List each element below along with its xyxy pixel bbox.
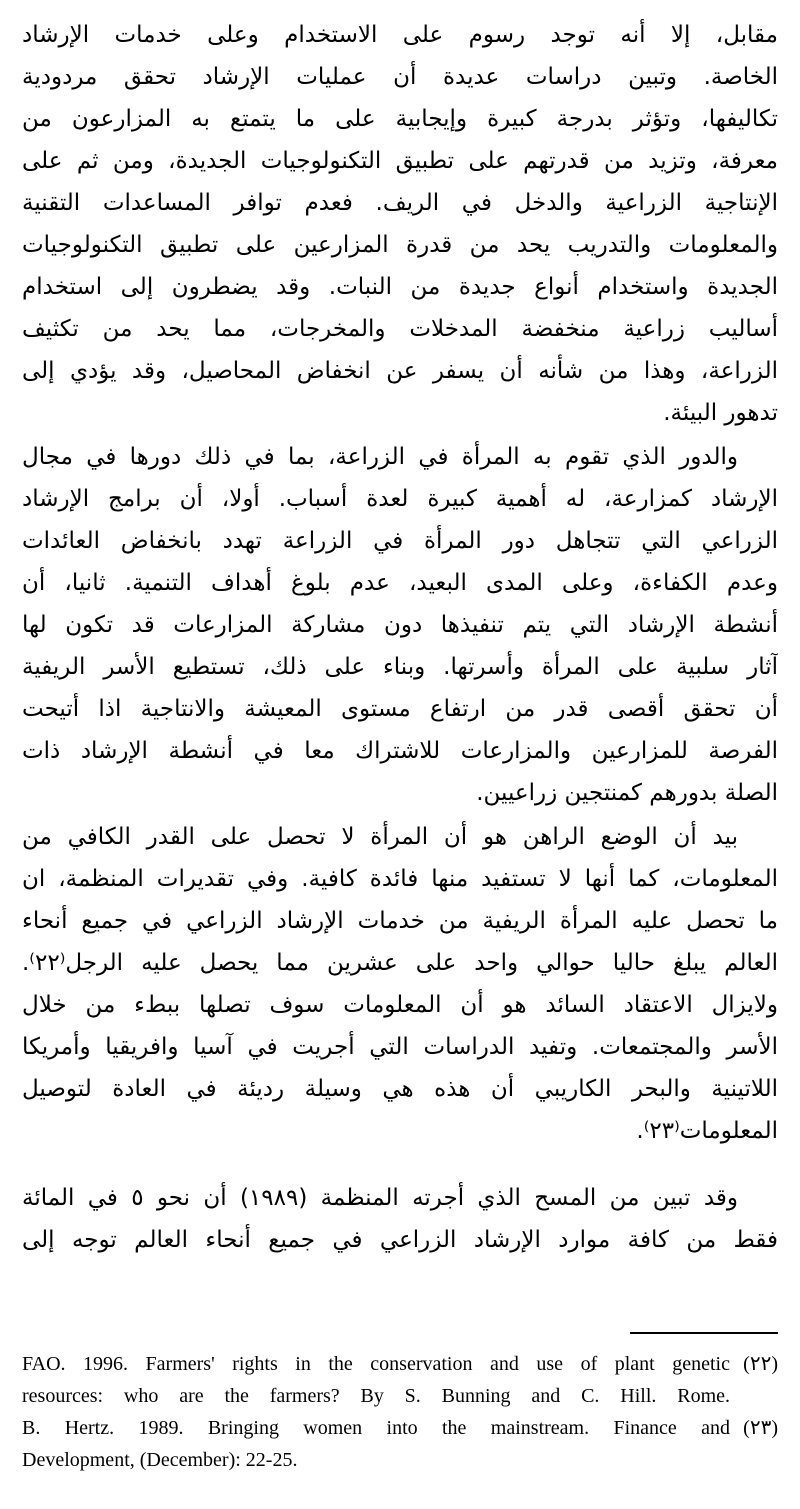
body-line: المعلومات⁽٢٣⁾. (636, 1118, 778, 1144)
footnote-number: (٢٢) (743, 1353, 778, 1375)
footnote-line (22, 1447, 778, 1473)
footnote-line (22, 1383, 778, 1409)
body-line: والمعلومات والتدريب يحد من قدرة المزارعين على تطبيق التكنولوجيات (22, 232, 778, 258)
body-line: فقط من كافة موارد الإرشاد الزراعي في جميع أنحاء العالم توجه إلى (22, 1227, 778, 1253)
footnote-line (22, 1351, 778, 1377)
body-line: أنشطة الإرشاد التي يتم تنفيذها دون مشاركة المزارعات قد تكون لها (22, 612, 778, 638)
footnote-text: resources: who are the farmers? By S. Bunning and C. Hill. Rome. (22, 1385, 730, 1407)
body-line: المعلومات، كما أنها لا تستفيد منها فائدة كافية. وفي تقديرات المنظمة، ان (22, 866, 778, 892)
body-line: الزراعة، وهذا من شأنه أن يسفر عن انخفاض المحاصيل، وقد يؤدي إلى (22, 358, 778, 384)
body-line: الجديدة واستخدام أنواع جديدة من النبات. وقد يضطرون إلى استخدام (22, 274, 778, 300)
body-line: ما تحصل عليه المرأة الريفية من خدمات الإرشاد الزراعي في جميع أنحاء (22, 908, 778, 934)
body-line: أن تحقق أقصى قدر من ارتفاع مستوى المعيشة والانتاجية اذا أتيحت (22, 696, 778, 722)
body-line: مقابل، إلا أنه توجد رسوم على الاستخدام وعلى خدمات الإرشاد (22, 22, 778, 48)
body-line: الخاصة. وتبين دراسات عديدة أن عمليات الإرشاد تحقق مردودية (22, 64, 778, 90)
body-line: أساليب زراعية منخفضة المدخلات والمخرجات، مما يحد من تكثيف (22, 316, 778, 342)
body-line: وعدم الكفاءة، وعلى المدى البعيد، عدم بلوغ أهداف التنمية. ثانيا، أن (22, 570, 778, 596)
footnote-text: Development, (December): 22-25. (22, 1449, 298, 1471)
footnote-number: (٢٣) (743, 1417, 778, 1439)
body-line: ولايزال الاعتقاد السائد هو أن المعلومات سوف تصلها ببطء من خلال (22, 992, 778, 1018)
body-line: والدور الذي تقوم به المرأة في الزراعة، بما في ذلك دورها في مجال (22, 444, 738, 470)
body-line: العالم يبلغ حاليا حوالي واحد على عشرين مما يحصل عليه الرجل⁽٢٢⁾. (22, 950, 778, 976)
body-line: وقد تبين من المسح الذي أجرته المنظمة (١٩٨٩) أن نحو ٥ في المائة (22, 1185, 738, 1211)
body-line: معرفة، وتزيد من قدرتهم على تطبيق التكنولوجيات الجديدة، ومن ثم على (22, 148, 778, 174)
footnote-text: FAO. 1996. Farmers' rights in the conservation and use of plant genetic (22, 1353, 730, 1375)
body-line: الأسر والمجتمعات. وتفيد الدراسات التي أجريت في آسيا وافريقيا وأمريكا (22, 1034, 778, 1060)
footnote-rule (630, 1332, 778, 1334)
footnote-line (22, 1415, 778, 1441)
body-line: الصلة بدورهم كمنتجين زراعيين. (476, 780, 778, 806)
body-line: الإرشاد كمزارعة، له أهمية كبيرة لعدة أسباب. أولا، أن برامج الإرشاد (22, 486, 778, 512)
body-line: الفرصة للمزارعين والمزارعات للاشتراك معا في أنشطة الإرشاد ذات (22, 738, 778, 764)
footnote-text: B. Hertz. 1989. Bringing women into the mainstream. Finance and (22, 1417, 730, 1439)
body-line: الإنتاجية الزراعية والدخل في الريف. فعدم توافر المساعدات التقنية (22, 190, 778, 216)
body-line: الزراعي التي تتجاهل دور المرأة في الزراعة تهدد بانخفاض العائدات (22, 528, 778, 554)
body-line: تكاليفها، وتؤثر بدرجة كبيرة وإيجابية على ما يتمتع به المزارعون من (22, 106, 778, 132)
body-line: تدهور البيئة. (663, 400, 778, 426)
body-line: آثار سلبية على المرأة وأسرتها. وبناء على ذلك، تستطيع الأسر الريفية (22, 654, 778, 680)
body-line: اللاتينية والبحر الكاريبي أن هذه هي وسيلة رديئة في العادة لتوصيل (22, 1076, 778, 1102)
body-line: بيد أن الوضع الراهن هو أن المرأة لا تحصل على القدر الكافي من (22, 824, 738, 850)
